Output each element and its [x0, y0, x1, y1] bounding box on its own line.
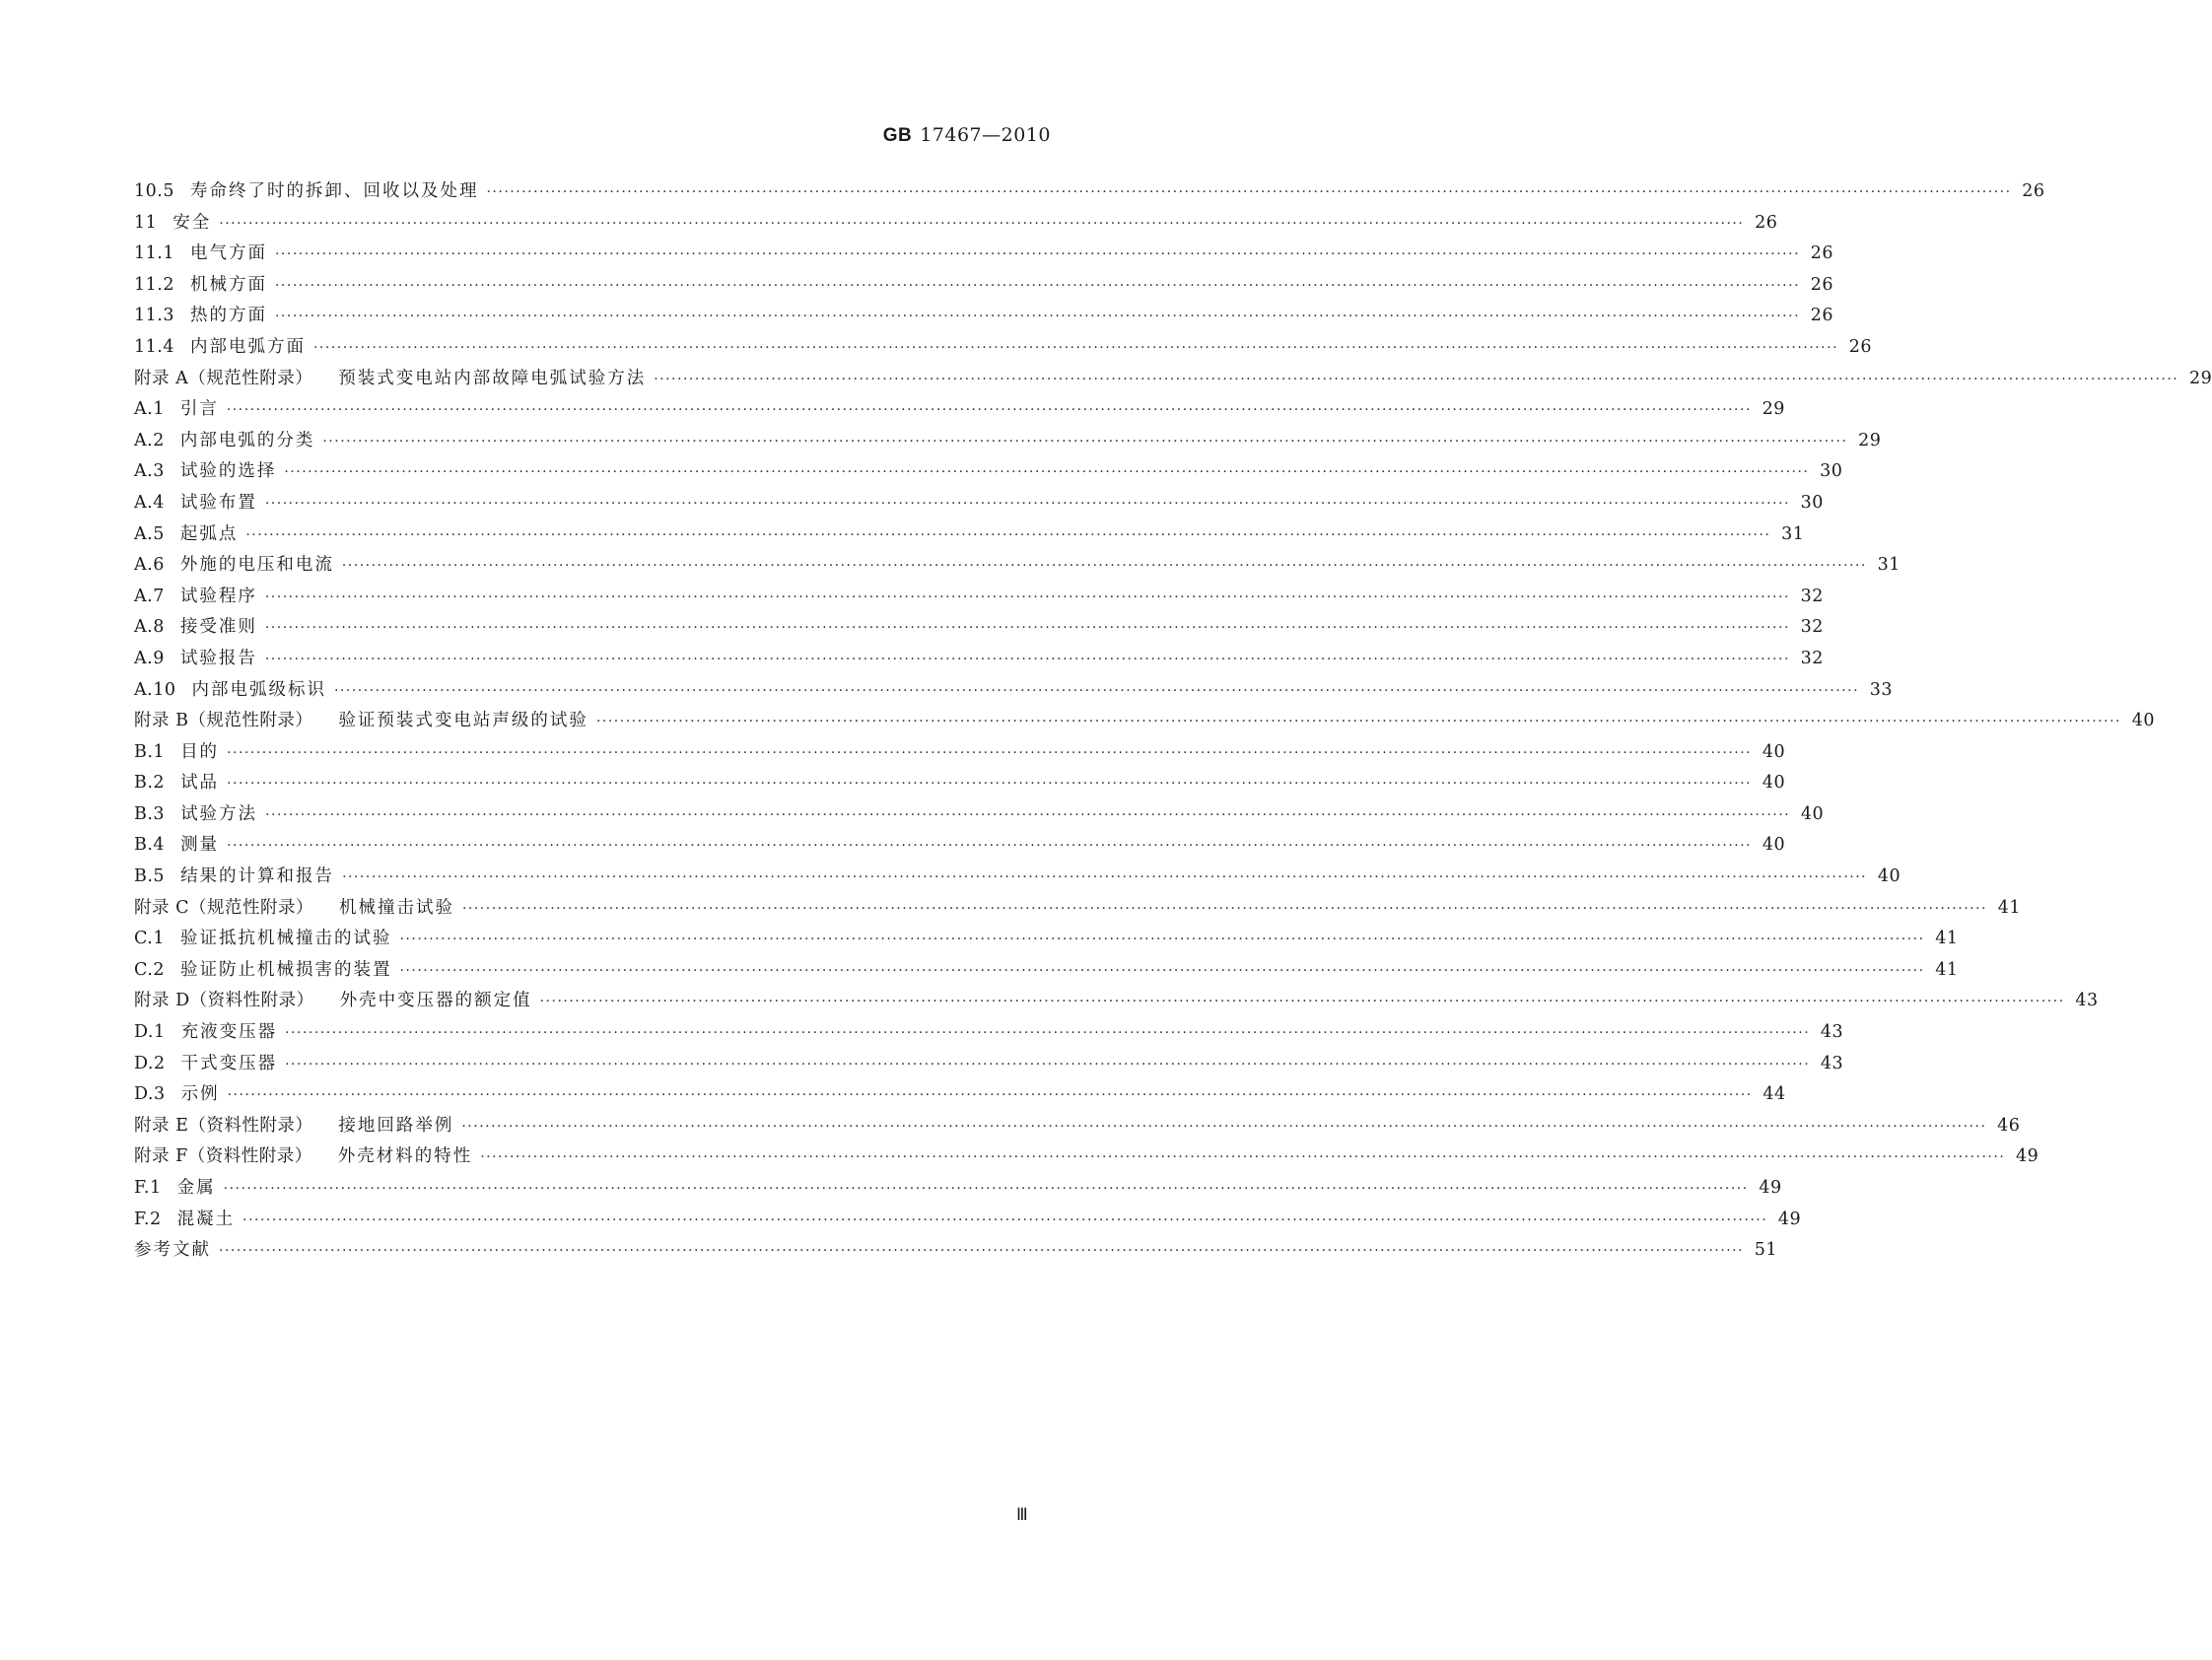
- toc-entry-number: 11.3: [134, 306, 174, 326]
- toc-entry-title: 金属: [176, 1178, 216, 1198]
- toc-entry[interactable]: [134, 1206, 1802, 1237]
- toc-entry-title: 机械撞击试验: [338, 897, 454, 918]
- toc-dot-leader: ····································································································································································································································································: [274, 277, 1801, 294]
- toc-entry-title: 安全: [173, 212, 212, 233]
- toc-entry-title: 试验报告: [179, 648, 257, 668]
- toc-entry[interactable]: [134, 551, 1901, 583]
- toc-entry-page: 30: [1800, 492, 1824, 513]
- toc-entry-number: A.1: [134, 399, 165, 420]
- toc-entry[interactable]: [134, 1174, 1782, 1206]
- toc-entry[interactable]: [134, 1050, 1844, 1081]
- toc-entry-page: 29: [1762, 399, 1785, 420]
- toc-entry[interactable]: [134, 956, 1959, 988]
- toc-dot-leader: ····································································································································································································································································: [399, 962, 1925, 979]
- toc-entry-number: 10.5: [134, 181, 174, 201]
- toc-entry-page: 41: [1997, 897, 2022, 918]
- toc-entry-title: 试验程序: [179, 586, 257, 606]
- toc-entry-title: 试品: [180, 773, 220, 794]
- toc-entry-title: 验证预装式变电站声级的试验: [338, 711, 588, 731]
- toc-dot-leader: ····································································································································································································································································: [461, 900, 1988, 917]
- toc-dot-leader: ····································································································································································································································································: [333, 682, 1860, 699]
- standard-number: 17467—2010: [920, 124, 1051, 146]
- toc-entry-number: 附录 C（规范性附录）: [134, 897, 313, 918]
- toc-entry[interactable]: [134, 800, 1825, 832]
- toc-entry-number: B.3: [134, 803, 166, 824]
- toc-entry-title: 机械方面: [189, 274, 267, 295]
- toc-entry-title: 混凝土: [176, 1209, 236, 1229]
- toc-entry-title: 内部电弧级标识: [191, 679, 326, 700]
- toc-entry-page: 40: [1762, 741, 1786, 762]
- toc-entry[interactable]: [134, 240, 1834, 271]
- toc-entry-title: 寿命终了时的拆卸、回收以及处理: [189, 181, 479, 201]
- toc-entry-number: D.1: [134, 1022, 166, 1043]
- toc-entry-number: B.4: [134, 835, 166, 856]
- toc-dot-leader: ····································································································································································································································································: [461, 1118, 1987, 1135]
- toc-entry[interactable]: [134, 209, 1778, 241]
- toc-entry[interactable]: [134, 1236, 1778, 1268]
- toc-entry-title: 电气方面: [189, 243, 267, 264]
- toc-entry[interactable]: [134, 177, 2045, 209]
- toc-entry-page: 32: [1800, 617, 1824, 638]
- toc-entry-number: F.1: [134, 1178, 162, 1198]
- toc-entry[interactable]: [134, 489, 1824, 520]
- toc-entry-number: 11.2: [134, 274, 174, 295]
- toc-entry-title: 结果的计算和报告: [180, 866, 335, 887]
- toc-entry-number: A.4: [134, 492, 165, 513]
- toc-entry-page: 26: [1755, 212, 1778, 233]
- toc-dot-leader: ····································································································································································································································································: [342, 869, 1868, 886]
- toc-entry-title: 内部电弧的分类: [179, 430, 315, 450]
- toc-entry-page: 41: [1935, 959, 1959, 980]
- toc-dot-leader: ····································································································································································································································································: [219, 215, 1745, 232]
- toc-entry[interactable]: [134, 769, 1786, 800]
- toc-dot-leader: ····································································································································································································································································: [223, 1181, 1749, 1197]
- toc-dot-leader: ····································································································································································································································································: [264, 651, 1790, 667]
- toc-entry[interactable]: [134, 395, 1785, 427]
- toc-entry-title: 接受准则: [179, 617, 257, 638]
- toc-entry-number: A.2: [134, 430, 165, 450]
- toc-entry[interactable]: [134, 1018, 1844, 1050]
- toc-entry-title: 预装式变电站内部故障电弧试验方法: [338, 368, 647, 388]
- toc-dot-leader: ····································································································································································································································································: [654, 371, 2179, 387]
- toc-dot-leader: ····································································································································································································································································: [284, 464, 1810, 481]
- toc-entry-page: 31: [1781, 523, 1805, 544]
- toc-entry[interactable]: [134, 583, 1824, 614]
- toc-entry-title: 示例: [180, 1084, 220, 1105]
- toc-entry[interactable]: [134, 1142, 2039, 1174]
- toc-entry[interactable]: [134, 863, 1901, 894]
- toc-entry-number: 附录 E（资料性附录）: [134, 1115, 313, 1136]
- toc-entry-number: C.1: [134, 929, 165, 949]
- toc-entry-page: 40: [1877, 866, 1901, 887]
- toc-dot-leader: ····································································································································································································································································: [539, 994, 2065, 1010]
- toc-entry[interactable]: [134, 333, 1873, 365]
- toc-entry-number: B.5: [134, 866, 166, 887]
- toc-entry[interactable]: [134, 676, 1894, 708]
- toc-dot-leader: ····································································································································································································································································: [264, 620, 1790, 637]
- toc-entry-title: 接地回路举例: [338, 1115, 454, 1136]
- toc-entry-number: 附录 A（规范性附录）: [134, 368, 313, 388]
- toc-entry-page: 40: [2131, 711, 2155, 731]
- toc-entry-page: 30: [1820, 461, 1843, 482]
- toc-entry-page: 31: [1877, 555, 1901, 576]
- toc-entry-page: 51: [1754, 1240, 1778, 1261]
- toc-entry-title: 测量: [180, 835, 220, 856]
- toc-dot-leader: ····································································································································································································································································: [227, 744, 1753, 761]
- toc-entry[interactable]: [134, 427, 1882, 458]
- toc-entry[interactable]: [134, 271, 1834, 303]
- toc-entry-number: B.1: [134, 741, 166, 762]
- toc-entry-number: F.2: [134, 1209, 162, 1229]
- toc-entry-title: 试验布置: [179, 492, 257, 513]
- toc-dot-leader: ····································································································································································································································································: [399, 932, 1925, 948]
- toc-entry-title: 外施的电压和电流: [179, 555, 334, 576]
- toc-entry[interactable]: [134, 457, 1843, 489]
- toc-dot-leader: ····································································································································································································································································: [274, 246, 1801, 263]
- toc-entry-page: 40: [1800, 803, 1825, 824]
- toc-entry-number: D.3: [134, 1084, 166, 1105]
- toc-entry-page: 49: [1777, 1209, 1802, 1229]
- toc-entry[interactable]: [134, 831, 1786, 863]
- toc-entry-number: A.9: [134, 648, 165, 668]
- toc-entry-number: 11.1: [134, 243, 174, 264]
- toc-entry-number: 附录 F（资料性附录）: [134, 1146, 312, 1167]
- toc-entry-title: 干式变压器: [180, 1053, 278, 1073]
- toc-entry-page: 26: [1810, 306, 1834, 326]
- toc-entry[interactable]: [134, 645, 1824, 676]
- toc-entry-title: 试验方法: [180, 803, 258, 824]
- toc-entry[interactable]: [134, 894, 2022, 926]
- toc-entry-number: B.2: [134, 773, 166, 794]
- toc-dot-leader: ····································································································································································································································································: [226, 402, 1752, 419]
- toc-entry[interactable]: [134, 520, 1805, 552]
- toc-entry-title: 充液变压器: [180, 1022, 278, 1043]
- toc-entry[interactable]: [134, 707, 2155, 738]
- toc-entry-number: D.2: [134, 1053, 166, 1073]
- toc-entry[interactable]: [134, 1112, 2021, 1143]
- standard-code: GB: [882, 125, 913, 146]
- toc-entry-page: 49: [1759, 1178, 1782, 1198]
- toc-dot-leader: ····································································································································································································································································: [274, 309, 1801, 325]
- toc-entry[interactable]: [134, 738, 1786, 770]
- toc-entry-page: 26: [1810, 274, 1834, 295]
- toc-dot-leader: ····································································································································································································································································: [341, 558, 1867, 575]
- toc-entry-number: 11.4: [134, 336, 174, 357]
- toc-entry-page: 29: [1858, 430, 1882, 450]
- toc-dot-leader: ····································································································································································································································································: [245, 526, 1771, 543]
- toc-dot-leader: ····································································································································································································································································: [219, 1243, 1745, 1260]
- toc-dot-leader: ····································································································································································································································································: [480, 1149, 2006, 1166]
- toc-entry[interactable]: [134, 302, 1834, 333]
- toc-entry-page: 43: [1820, 1022, 1844, 1043]
- toc-dot-leader: ····································································································································································································································································: [322, 433, 1848, 450]
- toc-entry-number: 附录 B（规范性附录）: [134, 711, 313, 731]
- toc-dot-leader: ····································································································································································································································································: [242, 1211, 1768, 1228]
- toc-dot-leader: ····································································································································································································································································: [264, 495, 1790, 512]
- toc-dot-leader: ····································································································································································································································································: [265, 806, 1791, 823]
- toc-dot-leader: ····································································································································································································································································: [227, 1087, 1753, 1104]
- toc-entry-title: 试验的选择: [179, 461, 277, 482]
- toc-entry-page: 32: [1800, 648, 1824, 668]
- toc-entry-page: 40: [1762, 835, 1786, 856]
- toc-dot-leader: ····································································································································································································································································: [264, 588, 1790, 605]
- toc-entry[interactable]: [134, 987, 2099, 1018]
- toc-entry-number: A.5: [134, 523, 165, 544]
- document-header: [883, 124, 1051, 147]
- toc-entry-number: A.8: [134, 617, 165, 638]
- toc-entry-page: 49: [2016, 1146, 2039, 1167]
- toc-entry-number: 附录 D（资料性附录）: [134, 991, 314, 1011]
- toc-entry-page: 26: [1810, 243, 1834, 264]
- toc-entry-page: 32: [1800, 586, 1824, 606]
- toc-entry-title: 外壳材料的特性: [337, 1146, 473, 1167]
- toc-entry-number: A.6: [134, 555, 165, 576]
- toc-entry[interactable]: [134, 1080, 1786, 1112]
- toc-entry-page: 33: [1869, 679, 1894, 700]
- toc-entry-title: 目的: [180, 741, 220, 762]
- toc-dot-leader: ····································································································································································································································································: [312, 339, 1839, 356]
- toc-entry-number: A.10: [134, 679, 176, 700]
- toc-entry-title: 验证抵抗机械撞击的试验: [179, 929, 392, 949]
- toc-entry-page: 44: [1763, 1084, 1786, 1105]
- toc-entry-page: 43: [2075, 991, 2099, 1011]
- toc-dot-leader: ····································································································································································································································································: [227, 838, 1753, 855]
- toc-dot-leader: ····································································································································································································································································: [285, 1056, 1811, 1072]
- toc-entry-page: 29: [2188, 368, 2212, 388]
- toc-entry-title: 热的方面: [189, 306, 267, 326]
- toc-entry[interactable]: [134, 613, 1824, 645]
- toc-entry-title: 内部电弧方面: [189, 336, 306, 357]
- toc-entry-title: 验证防止机械损害的装置: [179, 959, 392, 980]
- toc-entry-page: 26: [2022, 181, 2045, 201]
- toc-entry-title: 参考文献: [134, 1240, 211, 1261]
- table-of-contents: [134, 177, 2212, 1268]
- toc-dot-leader: ····································································································································································································································································: [285, 1025, 1811, 1042]
- toc-entry-title: 外壳中变压器的额定值: [339, 991, 532, 1011]
- toc-entry-page: 43: [1820, 1053, 1844, 1073]
- toc-dot-leader: ····································································································································································································································································: [227, 776, 1753, 793]
- toc-entry-title: 起弧点: [179, 523, 239, 544]
- toc-entry-title: 引言: [179, 399, 219, 420]
- toc-entry-page: 40: [1762, 773, 1786, 794]
- toc-entry-number: C.2: [134, 959, 165, 980]
- toc-entry-number: A.7: [134, 586, 165, 606]
- toc-dot-leader: ····································································································································································································································································: [595, 714, 2121, 730]
- toc-dot-leader: ····································································································································································································································································: [486, 184, 2012, 200]
- toc-entry[interactable]: [134, 925, 1959, 956]
- toc-entry-page: 26: [1848, 336, 1873, 357]
- toc-entry-page: 46: [1997, 1115, 2021, 1136]
- toc-entry-number: A.3: [134, 461, 165, 482]
- toc-entry[interactable]: [134, 365, 2212, 396]
- toc-entry-number: 11: [134, 212, 158, 233]
- page-number: Ⅲ: [1016, 1505, 1028, 1524]
- toc-entry-page: 41: [1935, 929, 1959, 949]
